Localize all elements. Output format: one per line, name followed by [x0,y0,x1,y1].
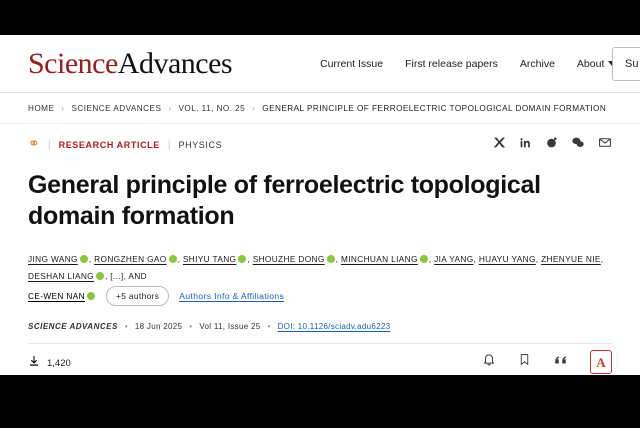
orcid-icon[interactable] [80,255,88,263]
share-wechat-icon[interactable] [571,136,585,149]
author-link[interactable]: SHOUZHE DONG [252,254,325,264]
volume-issue: Vol 11, Issue 25 [199,322,261,332]
author-list [0,231,640,284]
author-list-second-line [0,284,640,306]
article-meta-row [0,124,640,152]
doi-link[interactable]: DOI: 10.1126/sciadv.adu6223 [277,322,391,332]
author-link[interactable]: RONGZHEN GAO [94,254,167,264]
citation-dot: • [267,322,271,332]
quote-icon[interactable] [553,353,568,372]
subscribe-label: Su [625,58,639,70]
article-tools-row [0,344,640,373]
breadcrumb-separator: › [61,104,65,113]
logo-science-text: Science [28,46,118,80]
authors-info-affiliations-link[interactable]: Authors Info & Affiliations [179,291,285,302]
author-link[interactable]: DESHAN LIANG [28,270,94,281]
citation-dot: • [124,322,128,332]
author-sep: , [600,254,604,264]
author-sep: , [88,254,95,264]
orcid-icon[interactable] [327,255,335,263]
author-sep: , [177,254,183,264]
author-link[interactable]: MINCHUAN LIANG [340,254,418,264]
share-linkedin-icon[interactable] [519,136,532,149]
author-link[interactable]: JING WANG [28,254,78,264]
download-icon[interactable] [28,354,40,373]
subject-label[interactable]: PHYSICS [178,140,223,150]
nav-item-about[interactable] [577,58,616,70]
author-sep: , [473,254,479,264]
share-reddit-icon[interactable] [545,136,558,149]
author-link-last-label: CE-WEN NAN [28,291,85,302]
author-link-last[interactable] [28,291,96,301]
pdf-download-button[interactable] [590,350,612,374]
article-type-label[interactable]: RESEARCH ARTICLE [58,140,160,150]
author-sep: , [335,254,341,264]
authors-truncation: [...], AND [110,270,147,281]
logo-advances-text: Advances [117,46,233,80]
page-title: General principle of ferroelectric topological domain formation [28,171,541,230]
bell-icon[interactable] [482,352,496,372]
open-access-icon: ⚭ [28,136,40,152]
author-link[interactable]: SHIYU TANG [182,254,237,264]
breadcrumb-item-article: GENERAL PRINCIPLE OF FERROELECTRIC TOPOLOGICAL DOMAIN FORMATION [262,104,607,113]
breadcrumb-item-home[interactable]: HOME [28,104,55,113]
orcid-icon[interactable] [238,255,246,263]
nav-item-archive[interactable]: Archive [519,57,555,70]
share-x-icon[interactable] [493,136,506,149]
nav-item-current-issue[interactable]: Current Issue [320,57,384,70]
nav-item-about-label: About [576,57,605,70]
site-header [0,35,640,93]
site-logo[interactable] [28,47,232,81]
bookmark-icon[interactable] [518,352,531,372]
author-sep: , [535,254,542,264]
author-sep: , [428,254,435,264]
main-nav [320,58,616,70]
author-link[interactable]: ZHENYUE NIE [541,254,601,264]
article-action-group [482,350,612,374]
author-link[interactable]: JIA YANG [434,254,474,264]
author-sep: , [247,254,253,264]
breadcrumb-separator: › [252,104,256,113]
breadcrumb [0,93,640,124]
orcid-icon[interactable] [420,255,428,263]
breadcrumb-item-volume[interactable]: VOL. 11, NO. 25 [178,104,246,113]
orcid-icon[interactable] [169,255,177,263]
orcid-icon[interactable] [87,292,95,300]
author-link[interactable]: HUAYU YANG [478,254,536,264]
pdf-glyph: A [596,354,606,370]
article-page [0,35,640,375]
citation-dot: • [189,322,193,332]
journal-citation-line [0,306,640,331]
publication-date: 18 Jun 2025 [134,322,183,332]
nav-item-first-release-papers[interactable]: First release papers [405,57,498,70]
subscribe-button[interactable] [612,47,640,81]
breadcrumb-item-journal[interactable]: SCIENCE ADVANCES [71,104,162,113]
journal-name: SCIENCE ADVANCES [28,322,118,332]
share-email-icon[interactable] [598,136,612,149]
more-authors-button[interactable]: +5 authors [106,286,169,306]
download-count: 1,420 [47,358,71,370]
meta-divider: | [48,139,51,151]
share-icon-group [493,136,612,149]
meta-divider: | [167,139,171,151]
author-sep: , [104,270,111,281]
download-count-group [28,354,71,373]
orcid-icon[interactable] [96,272,104,280]
breadcrumb-separator: › [168,104,172,113]
